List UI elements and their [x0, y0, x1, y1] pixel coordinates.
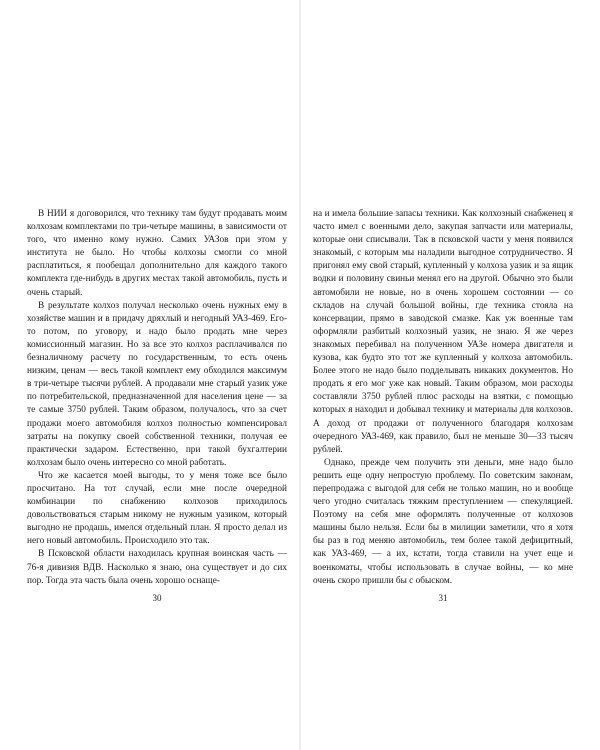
paragraph: на и имела большие запасы техники. Как колхозный снабженец я часто имел с военными дело, закупая запчасти или материалы, которые они списывали. Так в псковской части у меня появился знакомый, с которым мы наладили выгодное сотрудничество. Я пригонял ему свой старый, купленный у колхоза уазик и за ящик водки и половину свиньи менял его на другой. Обычно это были автомобили не новые, но в очень хорошем состоянии — со складов на случай большой войны, где техника стояла на консервации, прямо в заводской смазке. Как уж военные там оформляли разбитый колхозный уазик, не знаю. Я же через знакомых перебивал на полученном УАЗе номера двигателя и кузова, как будто это тот же купленный у колхоза автомобиль. Более этого не надо было подделывать никаких документов. Но продать я его мог уже как новый. Таким образом, мои расходы составляли 3750 рублей плюс расходы на взятки, с помощью которых я находил и добывал технику и материалы для колхозов. А доход от продажи от полученного благодаря колхозам очередного УАЗ-469, как правило, был не меньше 30—33 тысяч рублей. — [313, 209, 573, 455]
paragraph: В результате колхоз получал несколько очень нужных ему в хозяйстве машин и в придачу дряхлый и негодный УАЗ-469. Его-то потом, по уговору, и надо было продать мне через комиссионный магазин. Но за все это колхоз расплачивался по безналичному расчету по государственным, то есть очень низким, ценам — весь такой комплект ему обходился максимум в три-четыре тысячи рублей. А продавали мне старый уазик уже по потребительской, предназначенной для населения цене — за те самые 3750 рублей. Таким образом, получалось, что за счет продажи моего автомобиля колхоз полностью компенсировал затраты на покупку своей собственной техники, получая ее практически задаром. Естественно, при такой бухгалтерии колхозам было очень интересно со мной работать. — [27, 300, 287, 468]
page-gutter — [299, 0, 301, 750]
paragraph: В Псковской области находилась крупная воинская часть — 76-я дивизия ВДВ. Насколько я знаю, она существует и до сих пор. Тогда эта часть была очень хорошо оснаще- — [27, 549, 287, 586]
page-number-left: 30 — [152, 593, 162, 603]
left-page-text — [27, 208, 287, 588]
paragraph: Что же касается моей выгоды, то у меня тоже все было просчитано. На тот случай, если мне после очередной комбинации по снабжению колхозов приходилось довольствоваться старым никому не нужным уазиком, который выгодно не продашь, имелся отдельный план. Я просто делал из него новый автомобиль. Происходило это так. — [27, 470, 287, 547]
paragraph: В НИИ я договорился, что технику там будут продавать моим колхозам комплектами по три-четыре машины, в зависимости от того, что именно кому нужно. Самих УАЗов при этом у института не было. Но чтобы колхозы смогли со мной расплатиться, я пообещал дополнительно для каждого такого комплекта где-нибудь в других местах такой автомобиль, пусть и очень старый. — [27, 209, 287, 298]
right-page-text — [313, 208, 573, 588]
paragraph: Однако, прежде чем получить эти деньги, мне надо было решить еще одну непростую проблему. По советским законам, перепродажа с выгодой для себя не только машин, но и вообще чего угодно считалась тяжким преступлением — спекуляцией. Поэтому на себя мне оформлять полученные от колхозов машины было нельзя. Если бы в милиции заметили, что я хотя бы раз в год меняю автомобиль, тем более такой дефицитный, как УАЗ-469, — а их, кстати, тогда ставили на учет еще и военкоматы, чтобы использовать в случае войны, — ко мне очень скоро пришли бы с обыском. — [313, 457, 573, 586]
page-number-right: 31 — [438, 593, 448, 603]
